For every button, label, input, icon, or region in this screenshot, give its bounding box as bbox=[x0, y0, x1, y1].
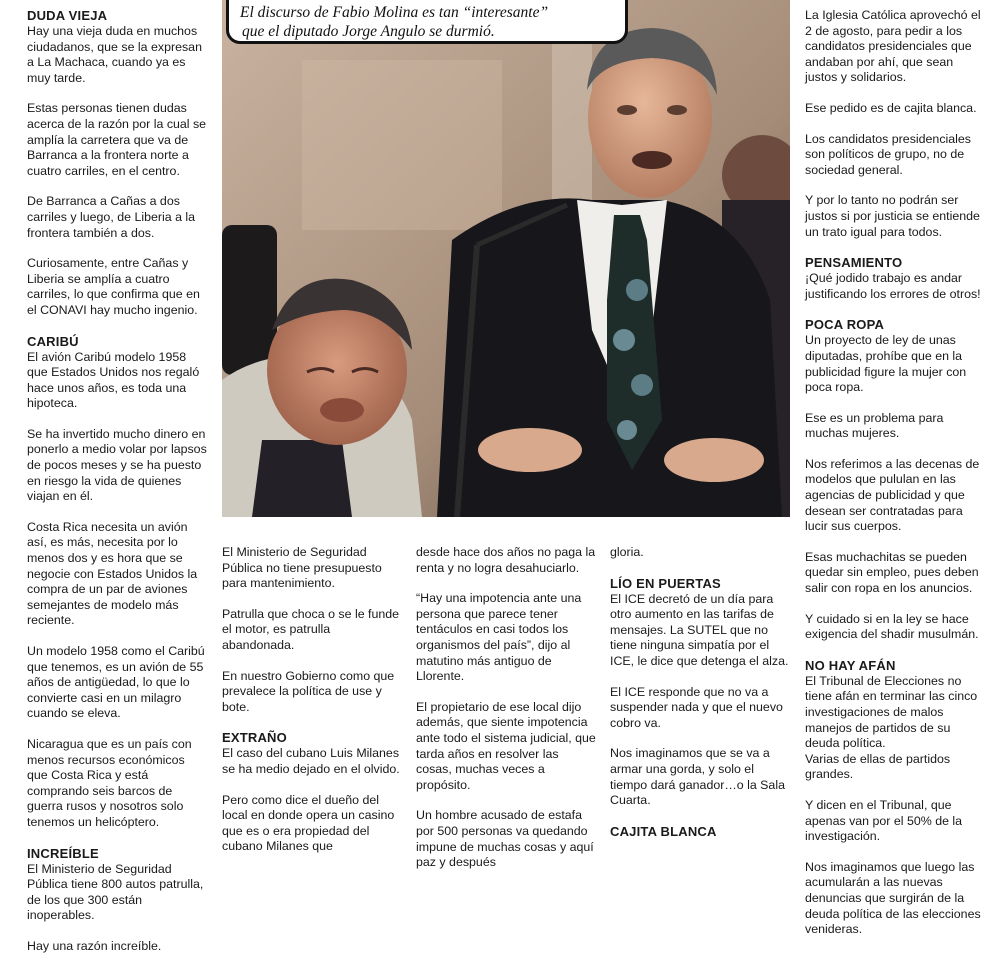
paragraph: Varias de ellas de partidos grandes. bbox=[805, 751, 951, 782]
paragraph: Hay una vieja duda en muchos ciudadanos, que se la expresan a La Machaca, cuando ya es muy tarde. bbox=[27, 24, 202, 85]
heading-lio-en-puertas: LÍO EN PUERTAS bbox=[610, 575, 721, 591]
caption-line-1: El discurso de Fabio Molina es tan “interesante” bbox=[240, 4, 549, 21]
heading-increible: INCREÍBLE bbox=[27, 845, 99, 861]
paragraph: El propietario de ese local dijo además, que siente impotencia ante todo el sistema judicial, que tarda años en resolver las cosas, muchas veces a propósito. bbox=[416, 699, 596, 792]
paragraph: “Hay una impotencia ante una persona que parece tener tentáculos en casi todos los organismos del país”, dijo al matutino más antiguo de Llorente. bbox=[416, 591, 582, 684]
paragraph: De Barranca a Cañas a dos carriles y luego, de Liberia a la frontera también a dos. bbox=[27, 194, 196, 240]
paragraph: Nos imaginamos que luego las acumularán a las nuevas denuncias que surgirán de la deuda política de las elecciones venideras. bbox=[805, 859, 981, 937]
paragraph: Nicaragua que es un país con menos recursos económicos que Costa Rica y está comprando seis barcos de guerra rusos y nosotros solo tenemos un helicóptero. bbox=[27, 736, 192, 829]
paragraph: Hay una razón increíble. bbox=[27, 938, 162, 953]
paragraph: Los candidatos presidenciales son políticos de grupo, no de sociedad general. bbox=[805, 131, 972, 177]
paragraph-text: El Tribunal de Elecciones no tiene afán en terminar las cinco investigaciones de malos manejos de partidos de su deuda política. bbox=[805, 673, 978, 751]
left-column bbox=[27, 8, 207, 970]
paragraph: desde hace dos años no paga la renta y no logra desahuciarlo. bbox=[416, 545, 596, 575]
heading-pensamiento: PENSAMIENTO bbox=[805, 255, 903, 271]
news-photo bbox=[222, 0, 790, 517]
heading-poca-ropa: POCA ROPA bbox=[805, 317, 885, 333]
paragraph: Curiosamente, entre Cañas y Liberia se amplía a cuatro carriles, lo que confirma que en el CONAVI hay mucho ingenio. bbox=[27, 256, 200, 317]
caption-line-2: que el diputado Jorge Angulo se durmió. bbox=[242, 23, 495, 40]
paragraph: Nos imaginamos que se va a armar una gorda, y solo el tiempo dará ganador…o la Sala Cuarta. bbox=[610, 746, 785, 808]
paragraph: ¡Qué jodido trabajo es andar justificando los errores de otros! bbox=[805, 271, 981, 301]
paragraph: Ese es un problema para muchas mujeres. bbox=[805, 410, 944, 441]
photo-caption bbox=[240, 3, 620, 41]
paragraph: La Iglesia Católica aprovechó el 2 de agosto, para pedir a los candidatos presidenciales que andaban por ahí, que sean justos y solidarios. bbox=[805, 8, 981, 85]
paragraph: Un hombre acusado de estafa por 500 personas va quedando impune de muchas cosas y aquí paz y después bbox=[416, 808, 594, 870]
heading-no-hay-afan: NO HAY AFÁN bbox=[805, 657, 896, 673]
paragraph: Patrulla que choca o se le funde el motor, es patrulla abandonada. bbox=[222, 606, 400, 652]
paragraph: Pero como dice el dueño del local en donde opera un casino que es o era propiedad del cubano Milanes que bbox=[222, 792, 395, 854]
bottom-column-2 bbox=[416, 545, 596, 886]
paragraph: El caso del cubano Luis Milanes se ha medio dejado en el olvido. bbox=[222, 746, 400, 776]
heading-duda-vieja: DUDA VIEJA bbox=[27, 8, 108, 23]
right-column bbox=[805, 8, 985, 953]
paragraph: Se ha invertido mucho dinero en ponerlo a medio volar por lapsos de pocos meses y se ha puesto en riesgo la vida de quienes viajan en él. bbox=[27, 426, 207, 504]
paragraph: El Ministerio de Seguridad Pública tiene 800 autos patrulla, de los que 300 están inoperables. bbox=[27, 861, 204, 923]
paragraph bbox=[805, 674, 985, 752]
paragraph: Costa Rica necesita un avión así, es más, necesita por lo menos dos y es hora que se negocie con Estados Unidos la compra de un par de aviones semejantes de modelo más reciente. bbox=[27, 519, 198, 628]
heading-caribu: CARIBÚ bbox=[27, 333, 79, 349]
paragraph: Un proyecto de ley de unas diputadas, prohíbe que en la publicidad figure la mujer con poca ropa. bbox=[805, 333, 967, 395]
paragraph: El ICE decretó de un día para otro aumento en las tarifas de mensajes. La SUTEL que no tiene ninguna simpatía por el ICE, le dice que detenga el alza. bbox=[610, 591, 789, 668]
paragraph: En nuestro Gobierno como que prevalece la política de use y bote. bbox=[222, 668, 395, 714]
paragraph: Y por lo tanto no podrán ser justos si por justicia se entiende un trato igual para todos. bbox=[805, 193, 980, 239]
paragraph: Nos referimos a las decenas de modelos que pululan en las agencias de publicidad y que desean ser contratadas para lucir sus cuerpos. bbox=[805, 456, 980, 534]
paragraph: Estas personas tienen dudas acerca de la razón por la cual se amplía la carretera que va de Barranca a la frontera norte a cuatro carriles, en el centro. bbox=[27, 101, 207, 178]
paragraph: Un modelo 1958 como el Caribú que tenemos, es un avión de 55 años de antigüedad, lo que lo convierte casi en un milagro cuando se eleva. bbox=[27, 644, 205, 721]
bottom-column-1 bbox=[222, 545, 402, 870]
paragraph: Esas muchachitas se pueden quedar sin empleo, pues deben salir con ropa en los anuncios. bbox=[805, 549, 979, 596]
paragraph: El Ministerio de Seguridad Pública no tiene presupuesto para mantenimiento. bbox=[222, 545, 382, 591]
paragraph: Y cuidado si en la ley se hace exigencia del shadir musulmán. bbox=[805, 611, 979, 642]
bottom-column-3 bbox=[610, 545, 790, 840]
paragraph: Ese pedido es de cajita blanca. bbox=[805, 100, 977, 115]
paragraph: Y dicen en el Tribunal, que apenas van por el 50% de la investigación. bbox=[805, 797, 963, 844]
paragraph: gloria. bbox=[610, 545, 644, 559]
paragraph: El avión Caribú modelo 1958 que Estados Unidos nos regaló hace unos años, es toda una hipoteca. bbox=[27, 349, 200, 411]
paragraph: El ICE responde que no va a suspender nada y que el nuevo cobro va. bbox=[610, 684, 783, 730]
heading-cajita-blanca: CAJITA BLANCA bbox=[610, 823, 717, 839]
heading-extrano: EXTRAÑO bbox=[222, 730, 287, 746]
